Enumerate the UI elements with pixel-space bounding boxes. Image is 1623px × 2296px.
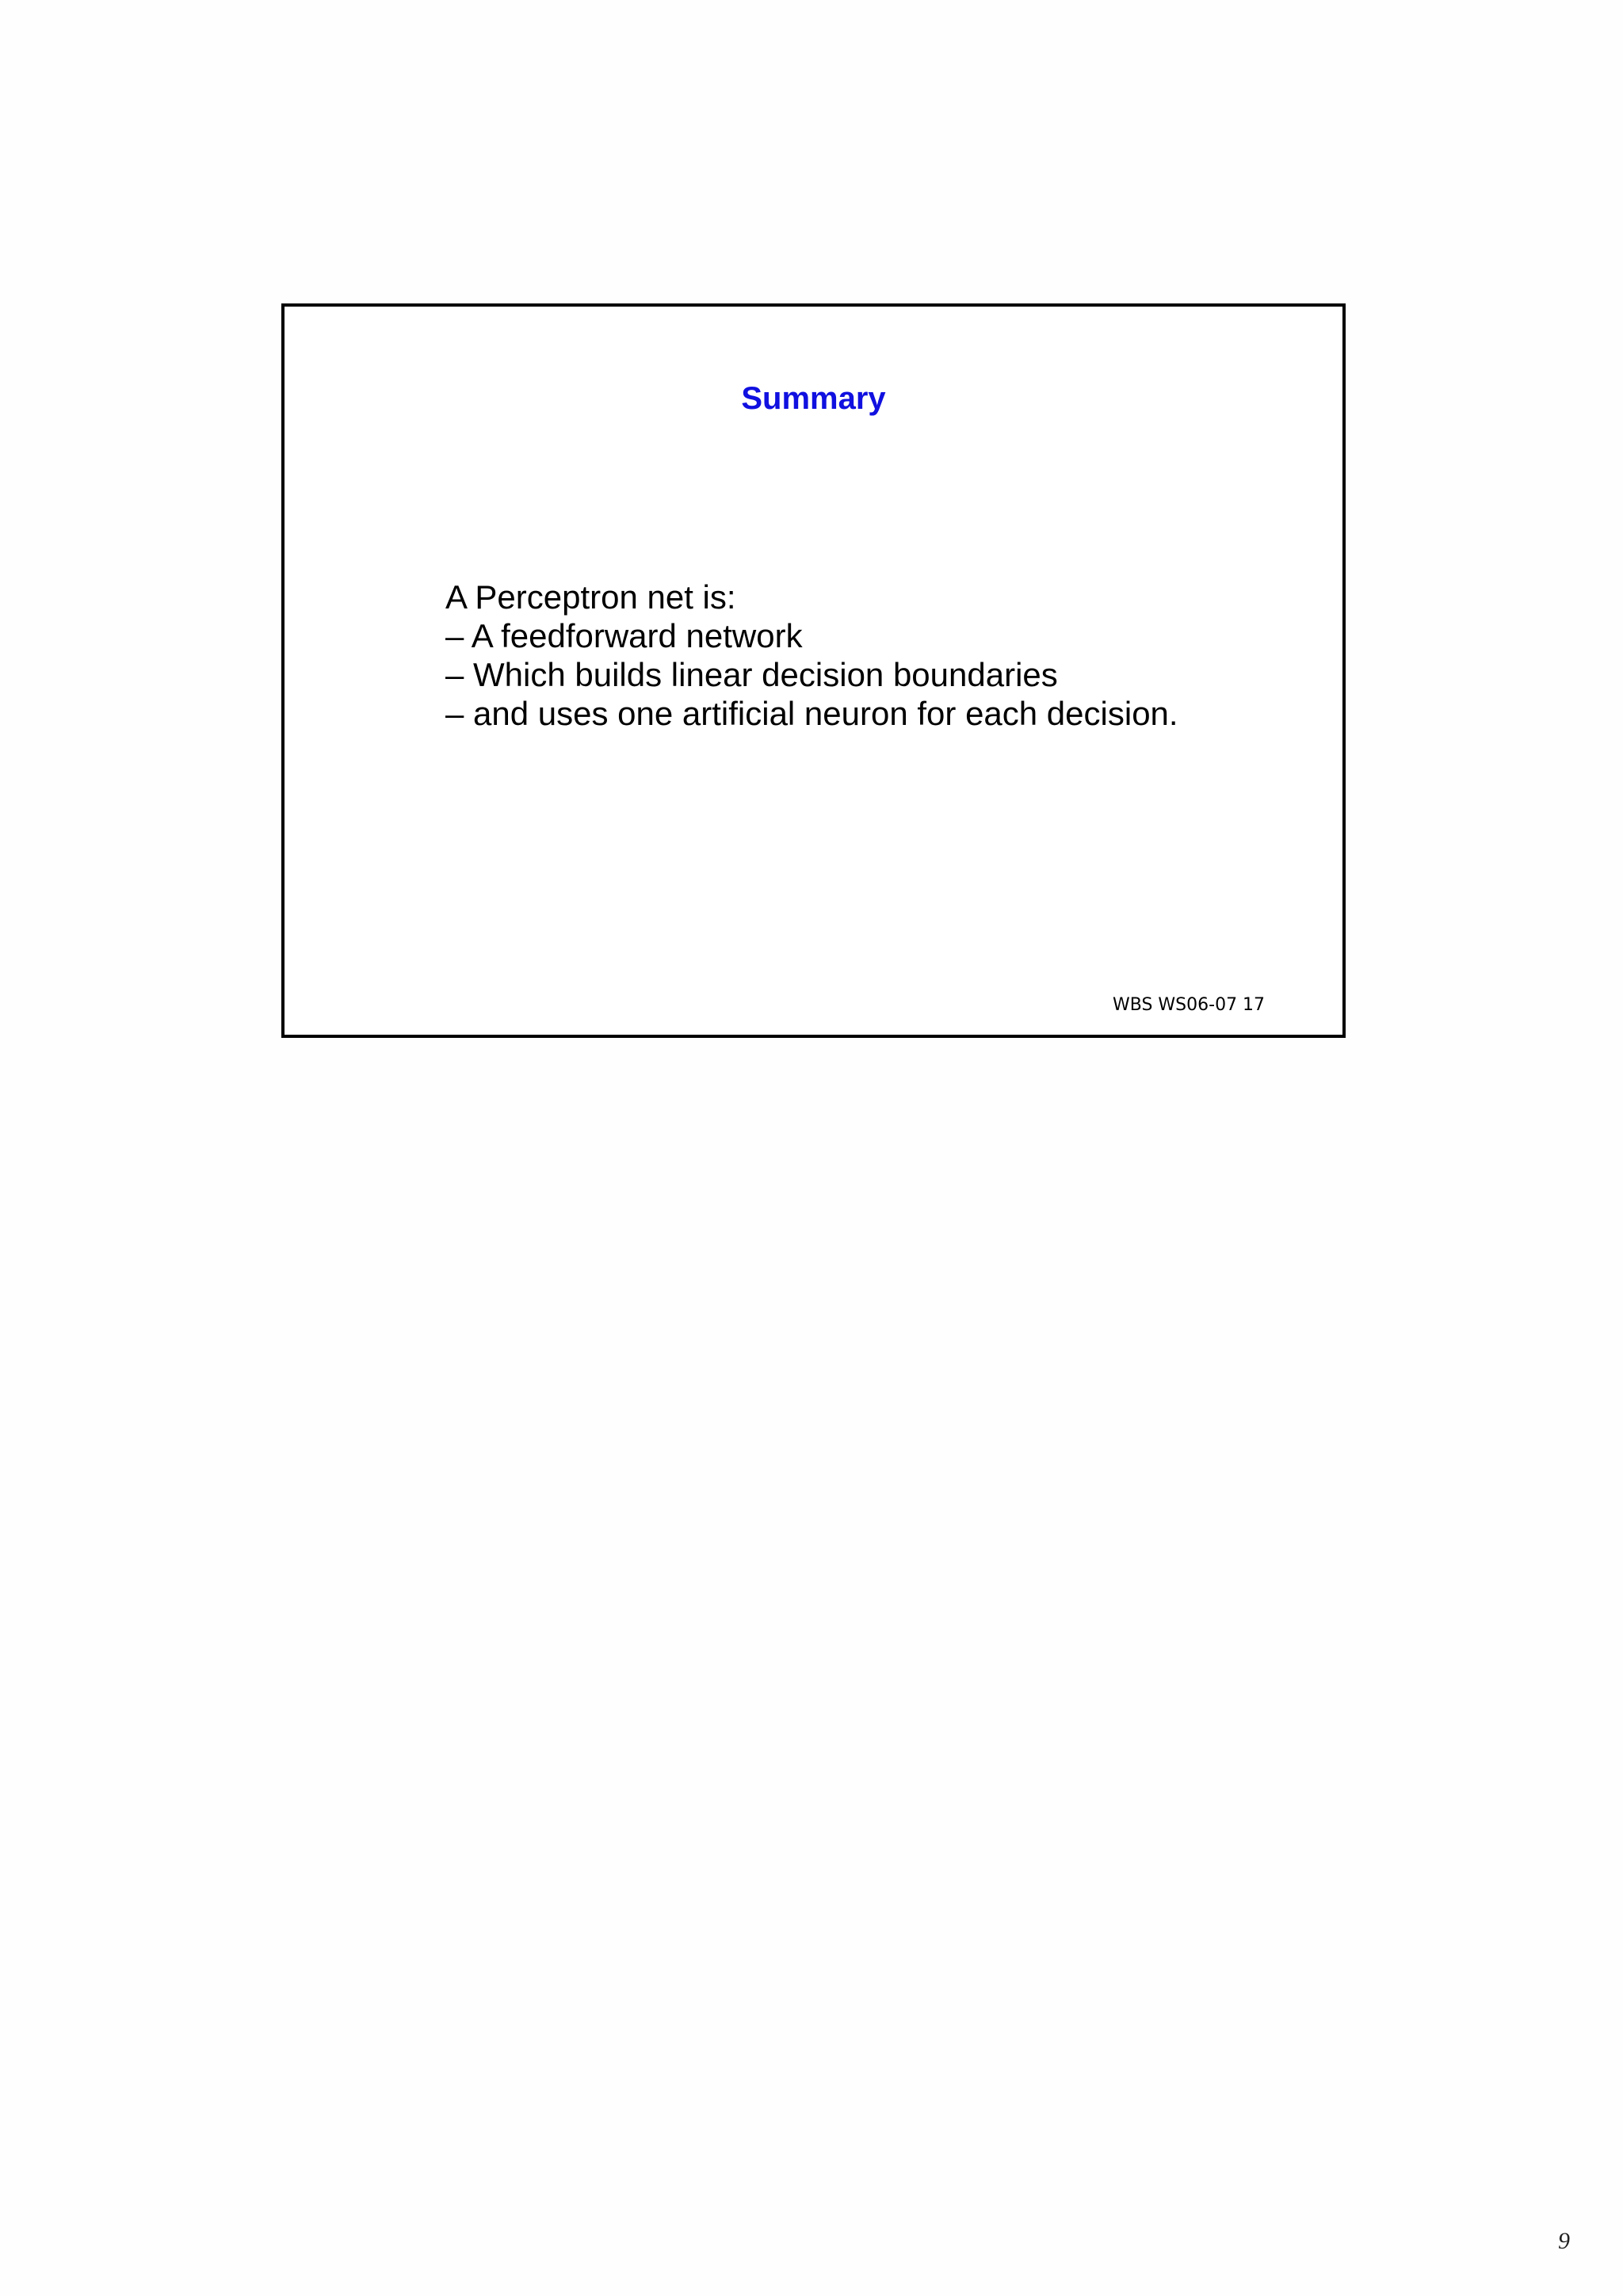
slide-line-linear-boundaries: – Which builds linear decision boundaries <box>445 656 1058 693</box>
slide-frame <box>281 303 1346 1038</box>
slide-line-feedforward: – A feedforward network <box>445 617 803 654</box>
slide-line-neuron-per-decision: – and uses one artificial neuron for each decision. <box>445 695 1178 732</box>
page-number: 9 <box>1558 2228 1570 2254</box>
slide-line-intro: A Perceptron net is: <box>445 578 736 616</box>
slide-footer: WBS WS06-07 17 <box>1113 995 1266 1015</box>
slide-body <box>445 578 1178 733</box>
slide-title: Summary <box>741 381 886 416</box>
